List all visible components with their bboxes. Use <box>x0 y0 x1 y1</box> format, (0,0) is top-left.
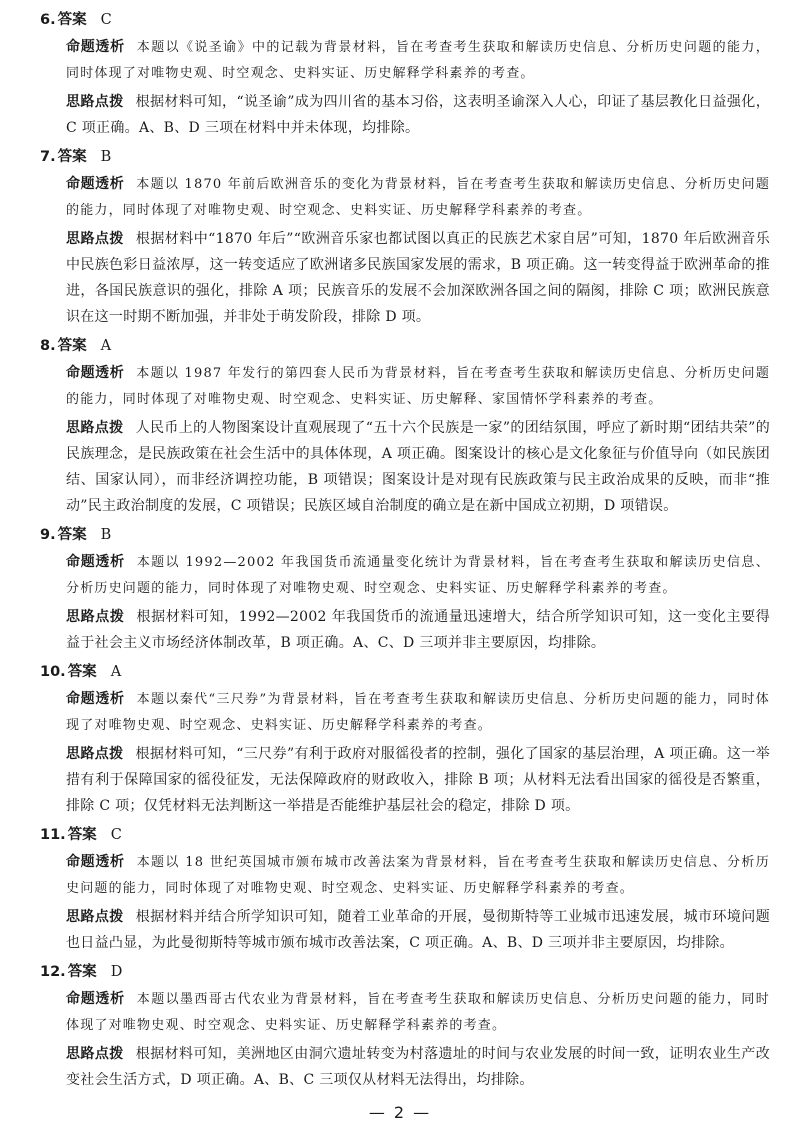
answer-value: C <box>100 12 112 28</box>
idea-paragraph <box>40 226 770 330</box>
idea-label: 思路点拨 <box>66 609 125 625</box>
idea-label: 思路点拨 <box>66 231 124 247</box>
analysis-text: 本题以秦代“三尺券”为背景材料，旨在考查考生获取和解读历史信息、分析历史问题的能力，同时体现了对唯物史观、时空观念、史料实证、历史解释学科素养的考查。 <box>66 692 771 733</box>
answer-label: 答案 <box>57 149 87 165</box>
analysis-paragraph <box>40 360 770 413</box>
question-header <box>40 143 770 171</box>
answer-value: A <box>100 338 112 354</box>
answer-value: C <box>110 827 122 843</box>
idea-paragraph <box>40 1041 770 1093</box>
analysis-label: 命题透析 <box>66 854 125 870</box>
question-header <box>40 658 770 686</box>
analysis-paragraph <box>40 849 770 902</box>
answer-label: 答案 <box>67 827 97 843</box>
idea-text: 根据材料中“1870 年后”“欧洲音乐家也都试图以真正的民族艺术家自居”可知，1870 年后欧洲音乐中民族色彩日益浓厚，这一转变适应了欧洲诸多民族国家发展的需求，B 项正确。这一转变得益于欧洲革命的推进，各国民族意识的强化，排除 A 项；民族音乐的发展不会加深欧洲各国之间的隔阂，排除 C 项；欧洲民族意识在这一时期不断加强，并非处于萌发阶段，排除 D 项。 <box>66 231 770 325</box>
analysis-label: 命题透析 <box>66 554 125 570</box>
analysis-text: 本题以 1870 年前后欧洲音乐的变化为背景材料，旨在考查考生获取和解读历史信息、分析历史问题的能力，同时体现了对唯物史观、时空观念、史料实证、历史解释学科素养的考查。 <box>66 177 771 218</box>
analysis-paragraph <box>40 34 770 87</box>
analysis-paragraph <box>40 171 770 224</box>
analysis-paragraph <box>40 986 770 1039</box>
analysis-text: 本题以 1992—2002 年我国货币流通量变化统计为背景材料，旨在考查考生获取和解读历史信息、分析历史问题的能力，同时体现了对唯物史观、时空观念、史料实证、历史解释学科素养的考查。 <box>66 555 770 596</box>
idea-label: 思路点拨 <box>66 909 124 925</box>
idea-text: 根据材料可知，“三尺券”有利于政府对服徭役者的控制，强化了国家的基层治理，A 项正确。这一举措有利于保障国家的徭役征发，无法保障政府的财政收入，排除 B 项；从材料无法看出国家的徭役是否繁重，排除 C 项；仅凭材料无法判断这一举措是否能维护基层社会的稳定，排除 D 项。 <box>66 746 770 814</box>
idea-label: 思路点拨 <box>66 1046 124 1062</box>
answer-value: D <box>110 964 123 980</box>
question-10 <box>40 658 770 819</box>
idea-text: 根据材料可知，1992—2002 年我国货币的流通量迅速增大，结合所学知识可知，这一变化主要得益于社会主义市场经济体制改革，B 项正确。A、C、D 三项并非主要原因，均排除。 <box>66 609 770 651</box>
answer-label: 答案 <box>57 12 87 28</box>
idea-text: 根据材料可知，美洲地区由洞穴遗址转变为村落遗址的时间与农业发展的时间一致，证明农业生产改变社会生活方式，D 项正确。A、B、C 三项仅从材料无法得出，均排除。 <box>66 1046 771 1088</box>
answer-label: 答案 <box>57 338 87 354</box>
idea-text: 人民币上的人物图案设计直观展现了“五十六个民族是一家”的团结氛围，呼应了新时期“团结共荣”的民族理念，是民族政策在社会生活中的具体体现，A 项正确。图案设计的核心是文化象征与价值导向（如民族团结、国家认同），而非经济调控功能，B 项错误；图案设计是对现有民族政策与民主政治成果的反映，而非“推动”民主政治制度的发展，C 项错误；民族区域自治制度的确立是在新中国成立初期，D 项错误。 <box>66 420 770 514</box>
analysis-label: 命题透析 <box>66 991 125 1007</box>
analysis-paragraph <box>40 686 770 739</box>
answer-value: B <box>100 149 112 165</box>
idea-text: 根据材料可知，“说圣谕”成为四川省的基本习俗，这表明圣谕深入人心，印证了基层教化日益强化，C 项正确。A、B、D 三项在材料中并未体现，均排除。 <box>66 94 771 136</box>
page-number: — 2 — <box>368 1103 432 1122</box>
idea-paragraph <box>40 415 770 519</box>
question-header <box>40 821 770 849</box>
question-11 <box>40 821 770 956</box>
answer-value: B <box>100 527 112 543</box>
answer-value: A <box>110 664 122 680</box>
idea-label: 思路点拨 <box>66 420 124 436</box>
analysis-paragraph <box>40 549 770 602</box>
idea-label: 思路点拨 <box>66 94 124 110</box>
answer-label: 答案 <box>67 664 97 680</box>
question-8 <box>40 332 770 519</box>
question-header <box>40 6 770 34</box>
question-number: 10. <box>40 664 66 680</box>
analysis-label: 命题透析 <box>66 691 125 707</box>
analysis-text: 本题以 1987 年发行的第四套人民币为背景材料，旨在考查考生获取和解读历史信息、分析历史问题的能力，同时体现了对唯物史观、时空观念、史料实证、历史解释、家国情怀学科素养的考查。 <box>66 366 771 407</box>
idea-paragraph <box>40 904 770 956</box>
answer-label: 答案 <box>57 527 87 543</box>
analysis-label: 命题透析 <box>66 365 125 381</box>
analysis-label: 命题透析 <box>66 39 125 55</box>
question-7 <box>40 143 770 330</box>
idea-text: 根据材料并结合所学知识可知，随着工业革命的开展，曼彻斯特等工业城市迅速发展，城市环境问题也日益凸显，为此曼彻斯特等城市颁布城市改善法案，C 项正确。A、B、D 三项并非主要原因，均排除。 <box>66 909 771 951</box>
question-number: 7. <box>40 149 56 165</box>
question-number: 8. <box>40 338 56 354</box>
analysis-text: 本题以《说圣谕》中的记载为背景材料，旨在考查考生获取和解读历史信息、分析历史问题的能力，同时体现了对唯物史观、时空观念、史料实证、历史解释学科素养的考查。 <box>66 40 771 81</box>
question-number: 12. <box>40 964 66 980</box>
answer-label: 答案 <box>67 964 97 980</box>
question-header <box>40 521 770 549</box>
question-6 <box>40 6 770 141</box>
answer-items <box>40 6 770 1095</box>
analysis-label: 命题透析 <box>66 176 125 192</box>
question-header <box>40 958 770 986</box>
analysis-text: 本题以 18 世纪英国城市颁布城市改善法案为背景材料，旨在考查考生获取和解读历史信息、分析历史问题的能力，同时体现了对唯物史观、时空观念、史料实证、历史解释学科素养的考查。 <box>66 855 770 896</box>
idea-label: 思路点拨 <box>66 746 124 762</box>
idea-paragraph <box>40 741 770 819</box>
question-12 <box>40 958 770 1093</box>
question-9 <box>40 521 770 656</box>
idea-paragraph <box>40 604 770 656</box>
question-number: 9. <box>40 527 56 543</box>
question-header <box>40 332 770 360</box>
question-number: 6. <box>40 12 56 28</box>
question-number: 11. <box>40 827 66 843</box>
idea-paragraph <box>40 89 770 141</box>
analysis-text: 本题以墨西哥古代农业为背景材料，旨在考查考生获取和解读历史信息、分析历史问题的能力，同时体现了对唯物史观、时空观念、史料实证、历史解释学科素养的考查。 <box>66 992 771 1033</box>
